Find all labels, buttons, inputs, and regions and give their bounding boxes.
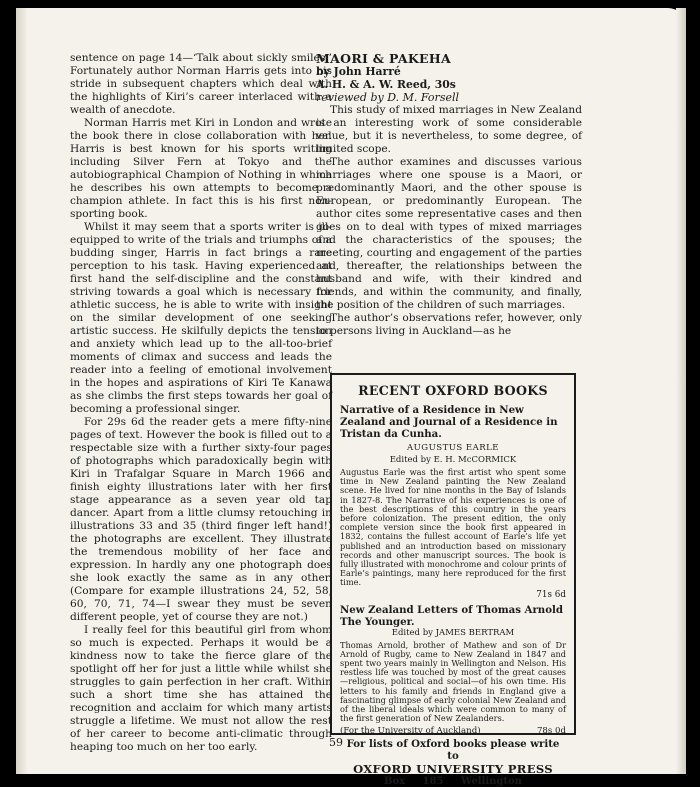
paragraph: The author’s observations refer, however, only to persons living in Auckland—as he (316, 312, 582, 337)
ad-book1-editor: Edited by E. H. McCORMICK (389, 455, 517, 465)
ad-book1-price: 71s 6d (536, 589, 566, 600)
ad-book1-author: AUGUSTUS EARLE (406, 443, 500, 453)
ad-footer-address: Box 185 Wellington (384, 776, 522, 787)
page (16, 8, 686, 787)
left-column (70, 52, 332, 754)
paragraph: Norman Harris met Kiri in London and wrote the book there in close collaboration with her. Harris is best known for his sports writing including Silver Fern at Tokyo and the autobiographical Champion of Nothing in which he describes his own attempts to become a champion athlete. In fact this is his first non-sporting book. (70, 117, 332, 220)
ad-book1-description: Augustus Earle was the first artist who spent some time in New Zealand painting the New Zealand scene. He lived for nine months in the Bay of Islands in 1827-8. The Narrative of his experiences is one of the best descriptions of this country in the years before colonization. The present edition, the only complete version since the book first appeared in 1832, contains the fullest account of Earle’s life yet published and an introduction based on missionary records and other manuscript sources. The book is fully illustrated with monochrome and colour prints of Earle’s paintings, many here reproduced for the first time. (340, 467, 566, 588)
ad-book2-note: (For the University of Auckland) (340, 726, 481, 737)
paragraph: sentence on page 14—‘Talk about sickly smiles.’ Fortunately author Norman Harris gets into his stride in subsequent chapters which deal with the highlights of Kiri’s career interlaced with a wealth of anecdote. (70, 52, 332, 116)
page-edge-shadow (676, 8, 686, 774)
paragraph: For 29s 6d the reader gets a mere fifty-nine pages of text. However the book is filled out to a respectable size with a further sixty-four pages of photographs which paradoxically begin with Kiri in Trafalgar Square in March 1966 and finish eighty illustrations later with her first stage appearance as a seven year old tap dancer. Apart from a little clumsy retouching in illustrations 33 and 35 (third finger left hand!) the photographs are excellent. They illustrate the tremendous mobility of her face and expression. In hardly any one photograph does she look exactly the same as in any other. (Compare for example illustrations 24, 52, 58, 60, 70, 71, 74—I swear they must be seven different people, yet of course they are not.) (70, 416, 332, 623)
ad-book2-price-line (340, 726, 566, 736)
ad-footer-line1: For lists of Oxford books please write to (346, 738, 560, 763)
ad-footer-publisher: OXFORD UNIVERSITY PRESS (353, 762, 553, 777)
paragraph: The author examines and discusses various marriages where one spouse is a Maori, or predominantly Maori, and the other spouse is European, or predominantly European. The author cites some representative cases and then goes on to deal with types of mixed marriages and the characteristics of the spouses; the meeting, courting and engagement of the parties and, thereafter, the relationships between the husband and wife, with their kindred and friends, and within the community, and finally, the position of the children of such marriages. (316, 156, 582, 311)
page-number: 59 (329, 736, 343, 749)
paragraph: This study of mixed marriages in New Zealand is an interesting work of some considerable value, but it is nevertheless, to some degree, of limited scope. (316, 104, 582, 155)
right-column (316, 52, 582, 338)
reviewer: reviewed by D. M. Forsell (316, 91, 460, 104)
review-title: MAORI & PAKEHA (316, 51, 451, 66)
ad-book2-price: 78s 0d (536, 726, 566, 737)
ad-book2-editor: Edited by JAMES BERTRAM (391, 627, 515, 638)
paragraph: I really feel for this beautiful girl from whom so much is expected. Perhaps it would be a kindness now to take the fierce glare of the spotlight off her for just a little while whilst she struggles to gain perfection in her craft. Within such a short time she has attained the recognition and acclaim for which many artists struggle a lifetime. We must not allow the rest of her career to become anti-climatic through heaping too much on her too early. (70, 624, 332, 753)
ad-book2-title: New Zealand Letters of Thomas Arnold The Younger. (340, 603, 564, 628)
paragraph: Whilst it may seem that a sports writer is ill-equipped to write of the trials and triumphs of a budding singer, Harris in fact brings a rare perception to his task. Having experienced at first hand the self-discipline and the constant striving towards a goal which is necessary for athletic success, he is able to write with insight on the similar development of one seeking artistic success. He skilfully depicts the tension and anxiety which lead up to the all-too-brief moments of climax and success and leads the reader into a feeling of emotional involvement in the hopes and aspirations of Kiri Te Kanawa as she climbs the first steps towards her goal of becoming a professional singer. (70, 221, 332, 415)
review-book-author: by John Harré (316, 65, 401, 78)
ad-book2-description: Thomas Arnold, brother of Mathew and son of Dr Arnold of Rugby, came to New Zealand in 1847 and spent two years mainly in Wellington and Nelson. His restless life was touched by most of the great causes—religious, political and social—of his own time. His letters to his family and friends in England give a fascinating glimpse of early colonial New Zealand and of the liberal ideals which were common to many of the first generation of New Zealanders. (340, 639, 566, 724)
ad-heading: RECENT OXFORD BOOKS (358, 383, 548, 398)
gutter-shadow (16, 8, 28, 774)
review-publisher: A. H. & A. W. Reed, 30s (316, 78, 456, 91)
ad-book1-title: Narrative of a Residence in New Zealand and Journal of a Residence in Tristan da Cunha. (340, 404, 558, 440)
